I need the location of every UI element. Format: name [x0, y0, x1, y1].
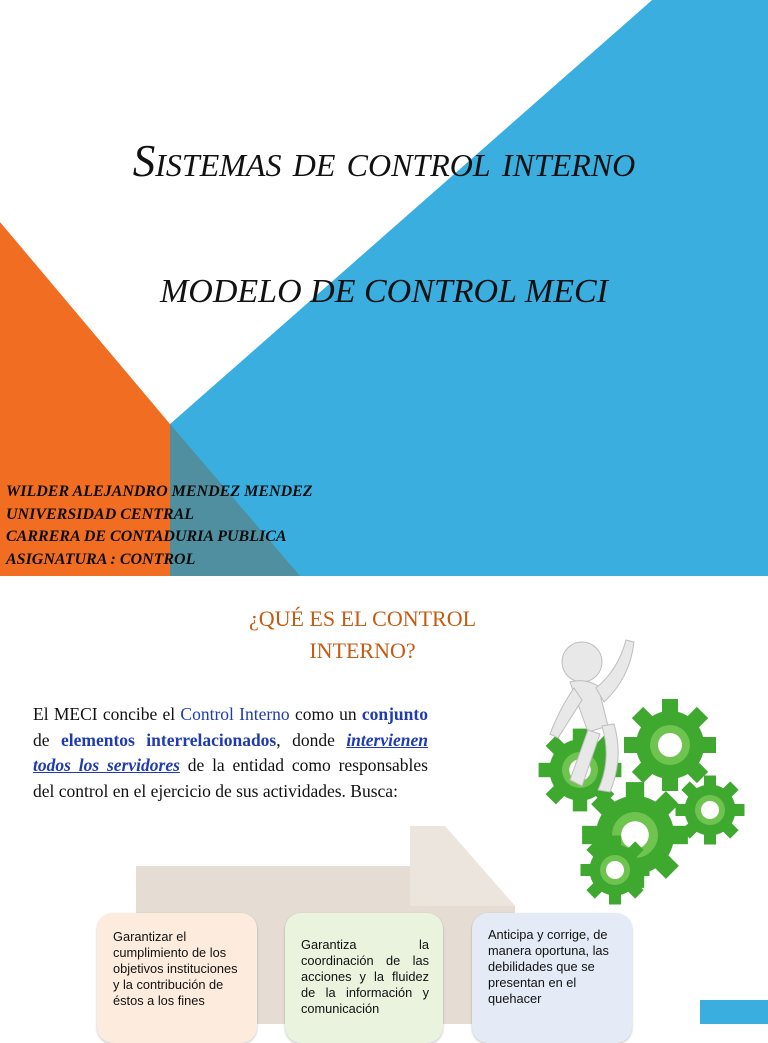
- highlight-elementos: elementos interrelacionados: [60, 729, 277, 750]
- highlight-control-interno: Control Interno: [180, 704, 290, 724]
- gear-icon: [539, 699, 745, 905]
- author-info: [6, 481, 313, 571]
- highlight-conjunto: conjunto: [361, 704, 428, 724]
- slide-title: Sistemas de control interno: [132, 136, 636, 186]
- subject: ASIGNATURA : CONTROL: [6, 550, 196, 568]
- career: CARRERA DE CONTADURIA PUBLICA: [6, 528, 287, 545]
- objective-box-2: Garantiza la coordinación de las acciones y la fluidez de la información y comunicación: [285, 913, 443, 1043]
- objective-box-3: Anticipa y corrige, de manera oportuna, las debilidades que se presentan en el quehacer: [472, 913, 632, 1043]
- definition-paragraph: El MECI concibe el Control Interno como un conjunto de elementos interrelacionados, donde intervienen todos los servidores de la entidad como responsables del control en el ejercicio de sus actividades. Busca:: [33, 704, 428, 801]
- blue-corner-shape: [700, 1000, 768, 1024]
- university: UNIVERSIDAD CENTRAL: [6, 505, 195, 523]
- highlight-servidores: intervienen todos los servidores: [33, 729, 428, 775]
- author-name: WILDER ALEJANDRO MENDEZ MENDEZ: [6, 483, 313, 500]
- slide-subtitle: MODELO DE CONTROL MECI: [159, 273, 608, 310]
- person-on-gears-icon: [530, 630, 745, 920]
- slide-heading: ¿QUÉ ES EL CONTROL INTERNO?: [248, 606, 477, 663]
- objective-box-1: Garantizar el cumplimiento de los objetivos instituciones y la contribución de éstos a los fines: [97, 913, 257, 1043]
